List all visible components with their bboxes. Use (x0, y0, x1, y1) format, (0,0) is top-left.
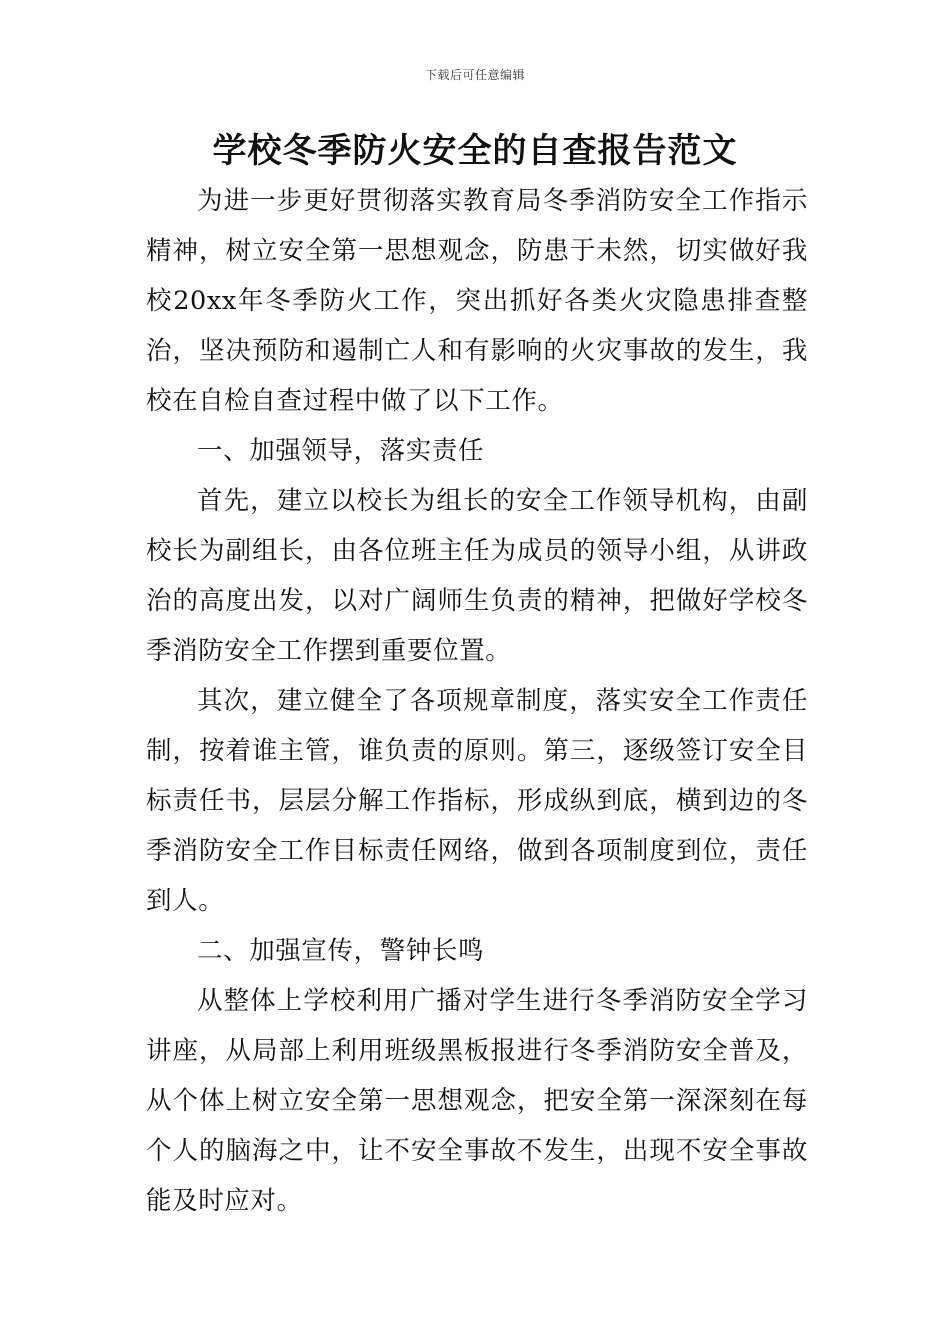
paragraph-third: 从整体上学校利用广播对学生进行冬季消防安全学习讲座，从局部上利用班级黑板报进行冬季消防安全普及，从个体上树立安全第一思想观念，把安全第一深深刻在每个人的脑海之中，让不安全事故不发生，出现不安全事故能及时应对。 (146, 986, 808, 1216)
document-title: 学校冬季防火安全的自查报告范文 (212, 131, 738, 171)
paragraph-second: 其次，建立健全了各项规章制度，落实安全工作责任制，按着谁主管，谁负责的原则。第三，逐级签订安全目标责任书，层层分解工作指标，形成纵到底，横到边的冬季消防安全工作目标责任网络，做到各项制度到位，责任到人。 (146, 686, 808, 916)
paragraph-intro: 为进一步更好贯彻落实教育局冬季消防安全工作指示精神，树立安全第一思想观念，防患于未然，切实做好我校20xx年冬季防火工作，突出抓好各类火灾隐患排查整治，坚决预防和遏制亡人和有影响的火灾事故的发生，我校在自检自查过程中做了以下工作。 (146, 186, 808, 416)
paragraph-first: 首先，建立以校长为组长的安全工作领导机构，由副校长为副组长，由各位班主任为成员的领导小组，从讲政治的高度出发，以对广阔师生负责的精神，把做好学校冬季消防安全工作摆到重要位置。 (146, 486, 808, 666)
section-heading-2: 二、加强宣传，警钟长鸣 (197, 936, 485, 966)
document-body (146, 176, 808, 1226)
header-note: 下载后可任意编辑 (424, 68, 525, 82)
section-heading-1: 一、加强领导，落实责任 (197, 436, 485, 466)
